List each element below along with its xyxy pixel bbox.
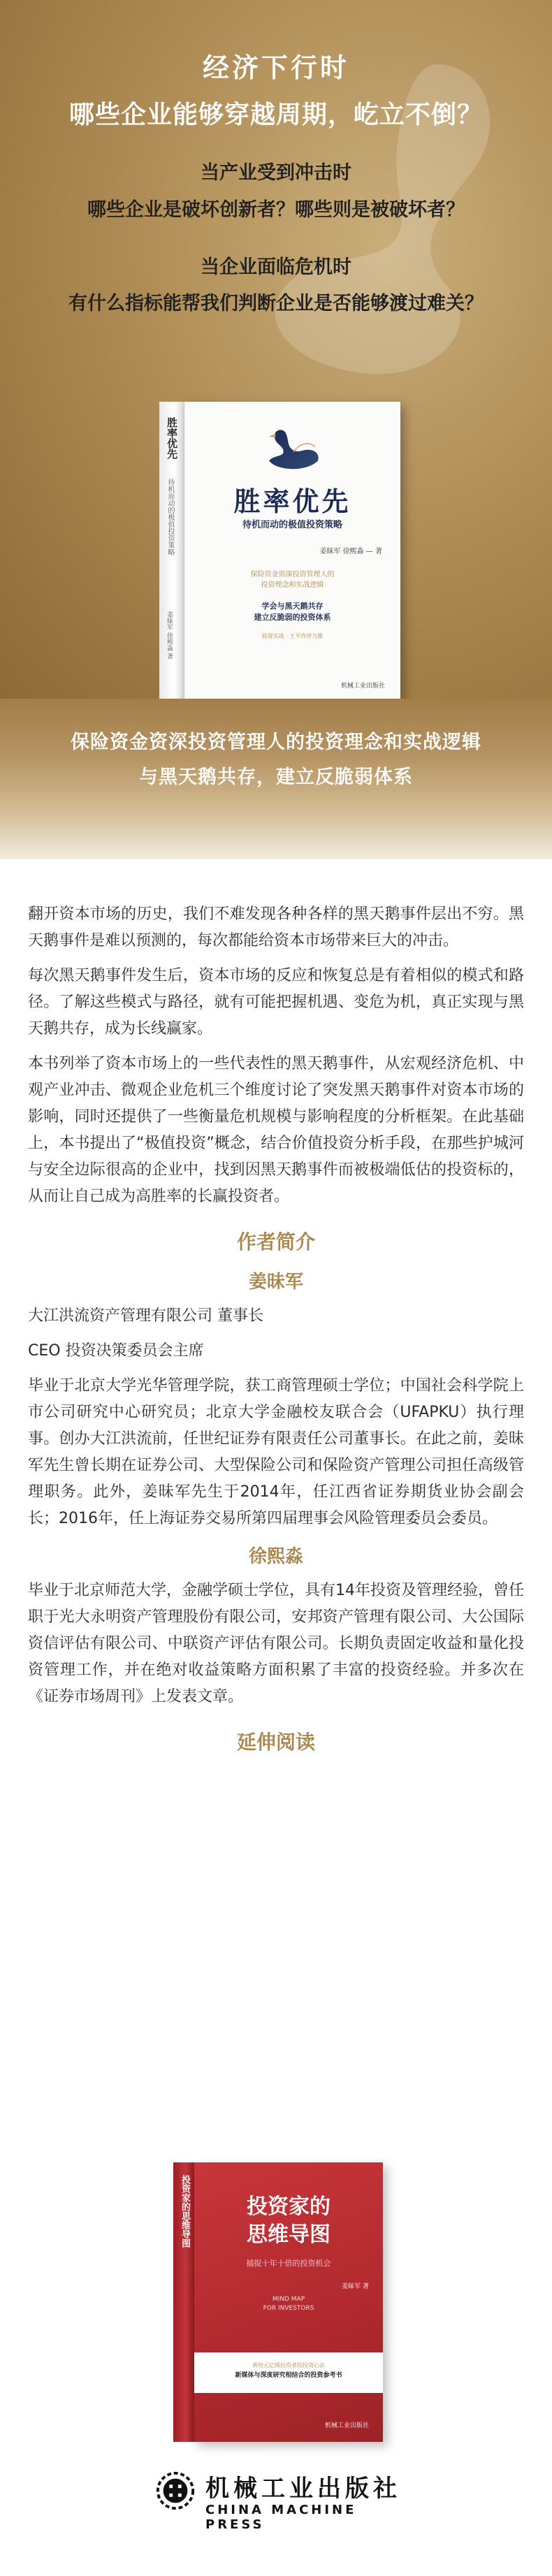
author-1-bio: 毕业于北京大学光华管理学院，获工商管理硕士学位；中国社会科学院上市公司研究中心研究员；北京大学金融校友联合会（UFAPKU）执行理事。创办大江洪流前，任世纪证券有限责任公司董事长。在此之前，姜昧军先生曾长期在证券公司、大型保险公司和保险资产管理公司担任高级管理职务。此外，姜昧军先生于2014年，任江西省证券期货业协会副会长；2016年，任上海证券交易所第四届理事会风险管理委员会委员。 bbox=[28, 1377, 524, 1527]
book2-author: 姜昧军 著 bbox=[342, 2283, 369, 2290]
book2-title bbox=[194, 2193, 383, 2249]
book2-publisher: 机械工业出版社 bbox=[324, 2422, 369, 2429]
further-reading-heading: 延伸阅读 bbox=[236, 1731, 315, 1754]
book-spine bbox=[159, 402, 184, 699]
book2-strip-line-2: 新媒体与深度研究相结合的投资参考书 bbox=[235, 2372, 342, 2379]
book-cover-further bbox=[173, 2162, 383, 2442]
author-1-name: 姜昧军 bbox=[248, 1272, 303, 1293]
hero-title: 经济下行时 bbox=[202, 52, 349, 83]
hero-section bbox=[0, 0, 552, 699]
book-front bbox=[184, 402, 400, 699]
hero-question-2: 哪些企业是破坏创新者？哪些则是被破坏者？ bbox=[87, 199, 465, 221]
author-1-title-2: CEO 投资决策委员会主席 bbox=[28, 1342, 204, 1360]
hero-question-3: 当企业面临危机时 bbox=[201, 256, 351, 278]
author-2-name: 徐熙淼 bbox=[248, 1546, 303, 1567]
book-dark-line-1: 学会与黑天鹅共存 bbox=[261, 602, 324, 611]
book2-en-line-1: MIND MAP bbox=[272, 2296, 305, 2303]
spine-title: 胜率优先 bbox=[166, 417, 178, 459]
book-gold-text bbox=[184, 569, 400, 590]
intro-paragraph-3: 本书列举了资本市场上的一些代表性的黑天鹅事件，从宏观经济危机、中观产业冲击、微观企业危机三个维度讨论了突发黑天鹅事件对资本市场的影响，同时还提供了一些衡量危机规模与影响程度的分析框架。在此基础上，本书提出了“极值投资”概念，结合价值投资分析手段，在那些护城河与安全边际很高的企业中，找到因黑天鹅事件而被极端低估的投资标的，从而让自己成为高胜率的长赢投资者。 bbox=[28, 1055, 524, 1205]
author-1-title-1: 大江洪流资产管理有限公司 董事长 bbox=[28, 1307, 263, 1325]
book-gold-line-1: 保险资金资深投资管理人的 bbox=[250, 571, 335, 578]
book2-white-strip bbox=[194, 2352, 383, 2393]
highlight-banner bbox=[0, 699, 552, 859]
hero-question-4: 有什么指标能帮我们判断企业是否能够渡过难关？ bbox=[68, 293, 484, 314]
publisher-logo bbox=[155, 2466, 407, 2536]
book2-english-title bbox=[194, 2295, 383, 2313]
publisher-name-cn: 机械工业出版社 bbox=[205, 2475, 401, 2503]
black-swan-icon bbox=[261, 421, 326, 477]
book-title: 胜率优先 bbox=[233, 486, 351, 517]
intro-paragraph-1: 翻开资本市场的历史，我们不难发现各种各样的黑天鹅事件层出不穷。黑天鹅事件是难以预测的，每次都能给资本市场带来巨大的冲击。 bbox=[28, 905, 524, 949]
gear-emblem-icon bbox=[155, 2471, 196, 2511]
book-tagline: 投资实战 · 王平作序力推 bbox=[261, 633, 324, 639]
hero-subtitle: 哪些企业能够穿越周期，屹立不倒？ bbox=[68, 100, 483, 129]
book-subtitle: 待机而动的极值投资策略 bbox=[242, 520, 342, 530]
book-authors: 姜昧军 徐熙淼 — 著 bbox=[319, 548, 382, 555]
book2-title-line-1: 投资家的 bbox=[247, 2195, 331, 2219]
book-cover-main bbox=[159, 402, 400, 699]
book-dark-line-2: 建立反脆弱的投资体系 bbox=[254, 613, 331, 622]
banner-line-2: 与黑天鹅共存，建立反脆弱体系 bbox=[139, 766, 413, 788]
main-content bbox=[28, 901, 524, 1768]
book2-spine-title: 投资家的思维导图 bbox=[180, 2175, 190, 2248]
book2-title-line-2: 思维导图 bbox=[247, 2222, 331, 2247]
spine-subtitle: 待机而动的极值投资策略 bbox=[166, 479, 174, 555]
hero-question-1: 当产业受到冲击时 bbox=[201, 162, 351, 184]
intro-paragraph-2: 每次黑天鹅事件发生后，资本市场的反应和恢复总是有着相似的模式和路径。了解这些模式与路径，就有可能把握机遇、变危为机，真正实现与黑天鹅共存，成为长线赢家。 bbox=[28, 967, 524, 1038]
book2-subtitle: 捕捉十年十倍的投资机会 bbox=[246, 2259, 331, 2268]
author-2-bio: 毕业于北京师范大学，金融学硕士学位，具有14年投资及管理经验，曾任职于光大永明资产管理股份有限公司，安邦资产管理有限公司、大公国际资信评估有限公司、中联资产评估有限公司。长期负责固定收益和量化投资管理工作，并在绝对收益策略方面积累了丰富的投资经验。并多次在《证券市场周刊》上发表文章。 bbox=[28, 1582, 524, 1705]
banner-line-1: 保险资金资深投资管理人的投资理念和实战逻辑 bbox=[71, 732, 481, 753]
book2-front bbox=[194, 2162, 383, 2442]
book2-en-line-2: FOR INVESTORS bbox=[263, 2305, 314, 2312]
book-dark-text bbox=[184, 601, 400, 623]
book-publisher: 机械工业出版社 bbox=[340, 683, 385, 690]
publisher-name-en: CHINA MACHINE PRESS bbox=[205, 2503, 357, 2532]
spine-authors: 姜昧军 徐熙淼 著 bbox=[166, 611, 173, 660]
book2-strip-line-1: 黄培元亿级投资者的投资心法 bbox=[252, 2362, 325, 2368]
book-gold-line-2: 投资理念和实战逻辑 bbox=[261, 581, 324, 589]
authors-heading: 作者简介 bbox=[236, 1230, 315, 1253]
book2-spine bbox=[173, 2162, 194, 2442]
